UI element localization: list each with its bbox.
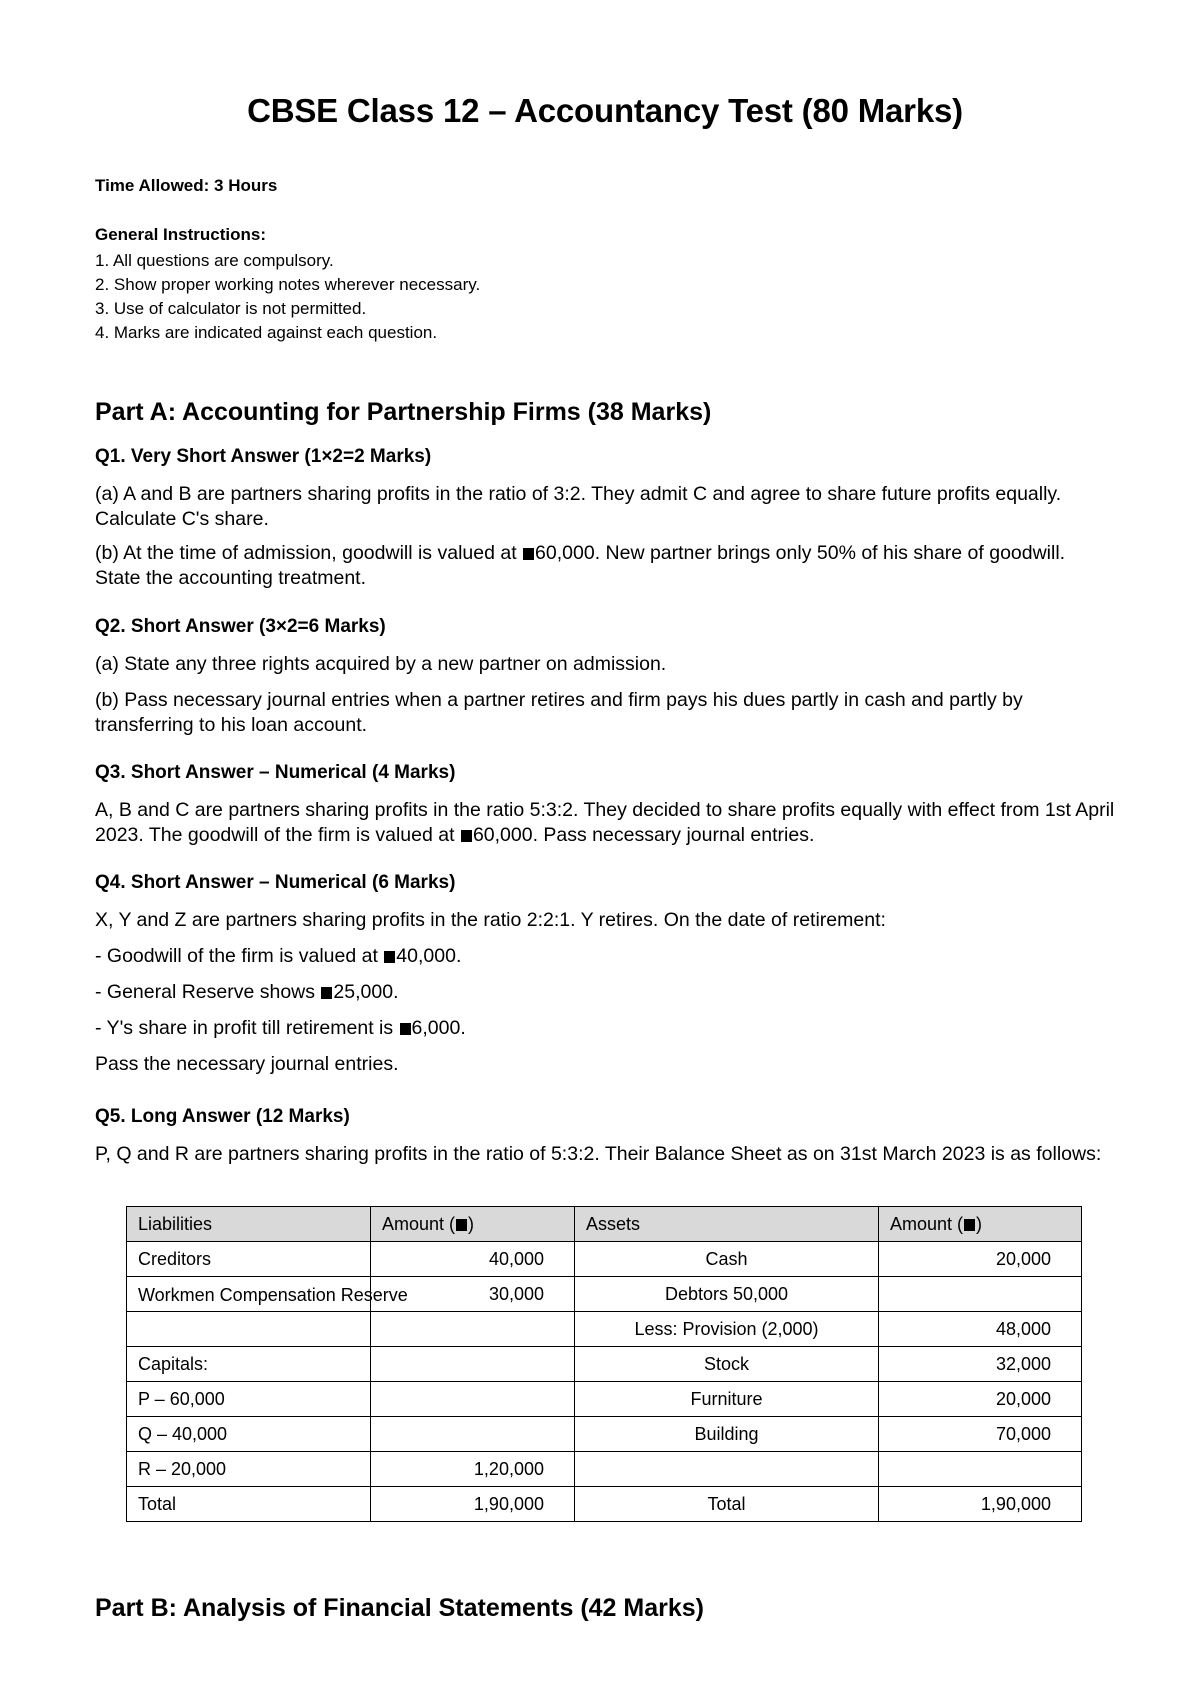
- table-row: [127, 1417, 1082, 1452]
- header-assets: Assets: [575, 1207, 879, 1242]
- table-row: [127, 1382, 1082, 1417]
- rupee-glyph: [461, 830, 472, 842]
- q4-intro: X, Y and Z are partners sharing profits in the ratio 2:2:1. Y retires. On the date of retirement:: [95, 909, 886, 931]
- q1-heading: Q1. Very Short Answer (1×2=2 Marks): [95, 446, 432, 467]
- q3-heading: Q3. Short Answer – Numerical (4 Marks): [95, 762, 456, 783]
- amount-cell: [879, 1277, 1082, 1312]
- amount-cell: 32,000: [879, 1347, 1082, 1382]
- asset-cell: Building: [575, 1417, 879, 1452]
- q1-part-a: (a) A and B are partners sharing profits in the ratio of 3:2. They admit C and agree to share future profits equally. Calculate C's share.: [95, 483, 1062, 530]
- rupee-glyph: [384, 951, 395, 963]
- part-b-heading: Part B: Analysis of Financial Statements (42 Marks): [95, 1594, 704, 1622]
- table-row: [127, 1347, 1082, 1382]
- asset-cell: [575, 1452, 879, 1487]
- header-liabilities: Liabilities: [127, 1207, 371, 1242]
- asset-cell: Stock: [575, 1347, 879, 1382]
- rupee-glyph: [456, 1219, 467, 1231]
- asset-cell: Cash: [575, 1242, 879, 1277]
- amount-cell: 20,000: [879, 1242, 1082, 1277]
- rupee-glyph: [400, 1023, 411, 1035]
- table-row: [127, 1312, 1082, 1347]
- q3-text: A, B and C are partners sharing profits in the ratio 5:3:2. They decided to share profits equally with effect from 1st April 2023. The goodwill of the firm is valued at 60,000. Pass necessary journal entries.: [95, 799, 1115, 846]
- table-row: [127, 1277, 1082, 1312]
- amount-cell: [371, 1312, 575, 1347]
- liability-cell: Capitals:: [127, 1347, 371, 1382]
- liability-cell: Q – 40,000: [127, 1417, 371, 1452]
- header-amount: Amount ( ): [879, 1207, 1082, 1242]
- q4-line: - Goodwill of the firm is valued at 40,000.: [95, 945, 462, 967]
- instruction-item: 4. Marks are indicated against each question.: [95, 323, 438, 342]
- liability-cell: [127, 1312, 371, 1347]
- liability-cell: P – 60,000: [127, 1382, 371, 1417]
- asset-cell: Furniture: [575, 1382, 879, 1417]
- asset-cell: Less: Provision (2,000): [575, 1312, 879, 1347]
- q2-part-a: (a) State any three rights acquired by a new partner on admission.: [95, 653, 667, 675]
- amount-cell: 1,90,000: [879, 1487, 1082, 1522]
- liability-cell: Workmen Compensation Reserve: [127, 1277, 371, 1312]
- q5-text: P, Q and R are partners sharing profits in the ratio of 5:3:2. Their Balance Sheet as on 31st March 2023 is as follows:: [95, 1143, 1102, 1165]
- table-total-row: [127, 1487, 1082, 1522]
- asset-cell: Debtors 50,000: [575, 1277, 879, 1312]
- amount-cell: [371, 1417, 575, 1452]
- amount-cell: 1,90,000: [371, 1487, 575, 1522]
- asset-cell: Total: [575, 1487, 879, 1522]
- instruction-item: 1. All questions are compulsory.: [95, 251, 334, 270]
- amount-cell: 48,000: [879, 1312, 1082, 1347]
- rupee-glyph: [964, 1219, 975, 1231]
- q4-closing: Pass the necessary journal entries.: [95, 1053, 399, 1075]
- amount-cell: 30,000: [371, 1277, 575, 1312]
- q5-heading: Q5. Long Answer (12 Marks): [95, 1106, 350, 1127]
- liability-cell: Creditors: [127, 1242, 371, 1277]
- rupee-glyph: [523, 548, 534, 560]
- table-row: [127, 1242, 1082, 1277]
- liability-cell: R – 20,000: [127, 1452, 371, 1487]
- amount-cell: 70,000: [879, 1417, 1082, 1452]
- q4-line: - Y's share in profit till retirement is 6,000.: [95, 1017, 466, 1039]
- instructions-heading: General Instructions:: [95, 225, 266, 244]
- header-amount: Amount ( ): [371, 1207, 575, 1242]
- page-title: CBSE Class 12 – Accountancy Test (80 Marks): [247, 92, 963, 129]
- q4-line: - General Reserve shows 25,000.: [95, 981, 399, 1003]
- balance-sheet-table: [126, 1206, 1082, 1522]
- instruction-item: 2. Show proper working notes wherever necessary.: [95, 275, 481, 294]
- time-allowed: Time Allowed: 3 Hours: [95, 176, 278, 195]
- amount-cell: [879, 1452, 1082, 1487]
- q2-part-b: (b) Pass necessary journal entries when a partner retires and firm pays his dues partly in cash and partly by transferring to his loan account.: [95, 689, 1023, 736]
- liability-cell: Total: [127, 1487, 371, 1522]
- q1-part-b: (b) At the time of admission, goodwill is valued at 60,000. New partner brings only 50% of his share of goodwill. State the accounting treatment.: [95, 542, 1066, 589]
- amount-cell: [371, 1382, 575, 1417]
- part-a-heading: Part A: Accounting for Partnership Firms (38 Marks): [95, 398, 712, 426]
- table-header-row: [127, 1207, 1082, 1242]
- q2-heading: Q2. Short Answer (3×2=6 Marks): [95, 616, 386, 637]
- table-row: [127, 1452, 1082, 1487]
- amount-cell: 20,000: [879, 1382, 1082, 1417]
- amount-cell: 1,20,000: [371, 1452, 575, 1487]
- rupee-glyph: [321, 987, 332, 999]
- q4-heading: Q4. Short Answer – Numerical (6 Marks): [95, 872, 456, 893]
- amount-cell: [371, 1347, 575, 1382]
- instruction-item: 3. Use of calculator is not permitted.: [95, 299, 367, 318]
- amount-cell: 40,000: [371, 1242, 575, 1277]
